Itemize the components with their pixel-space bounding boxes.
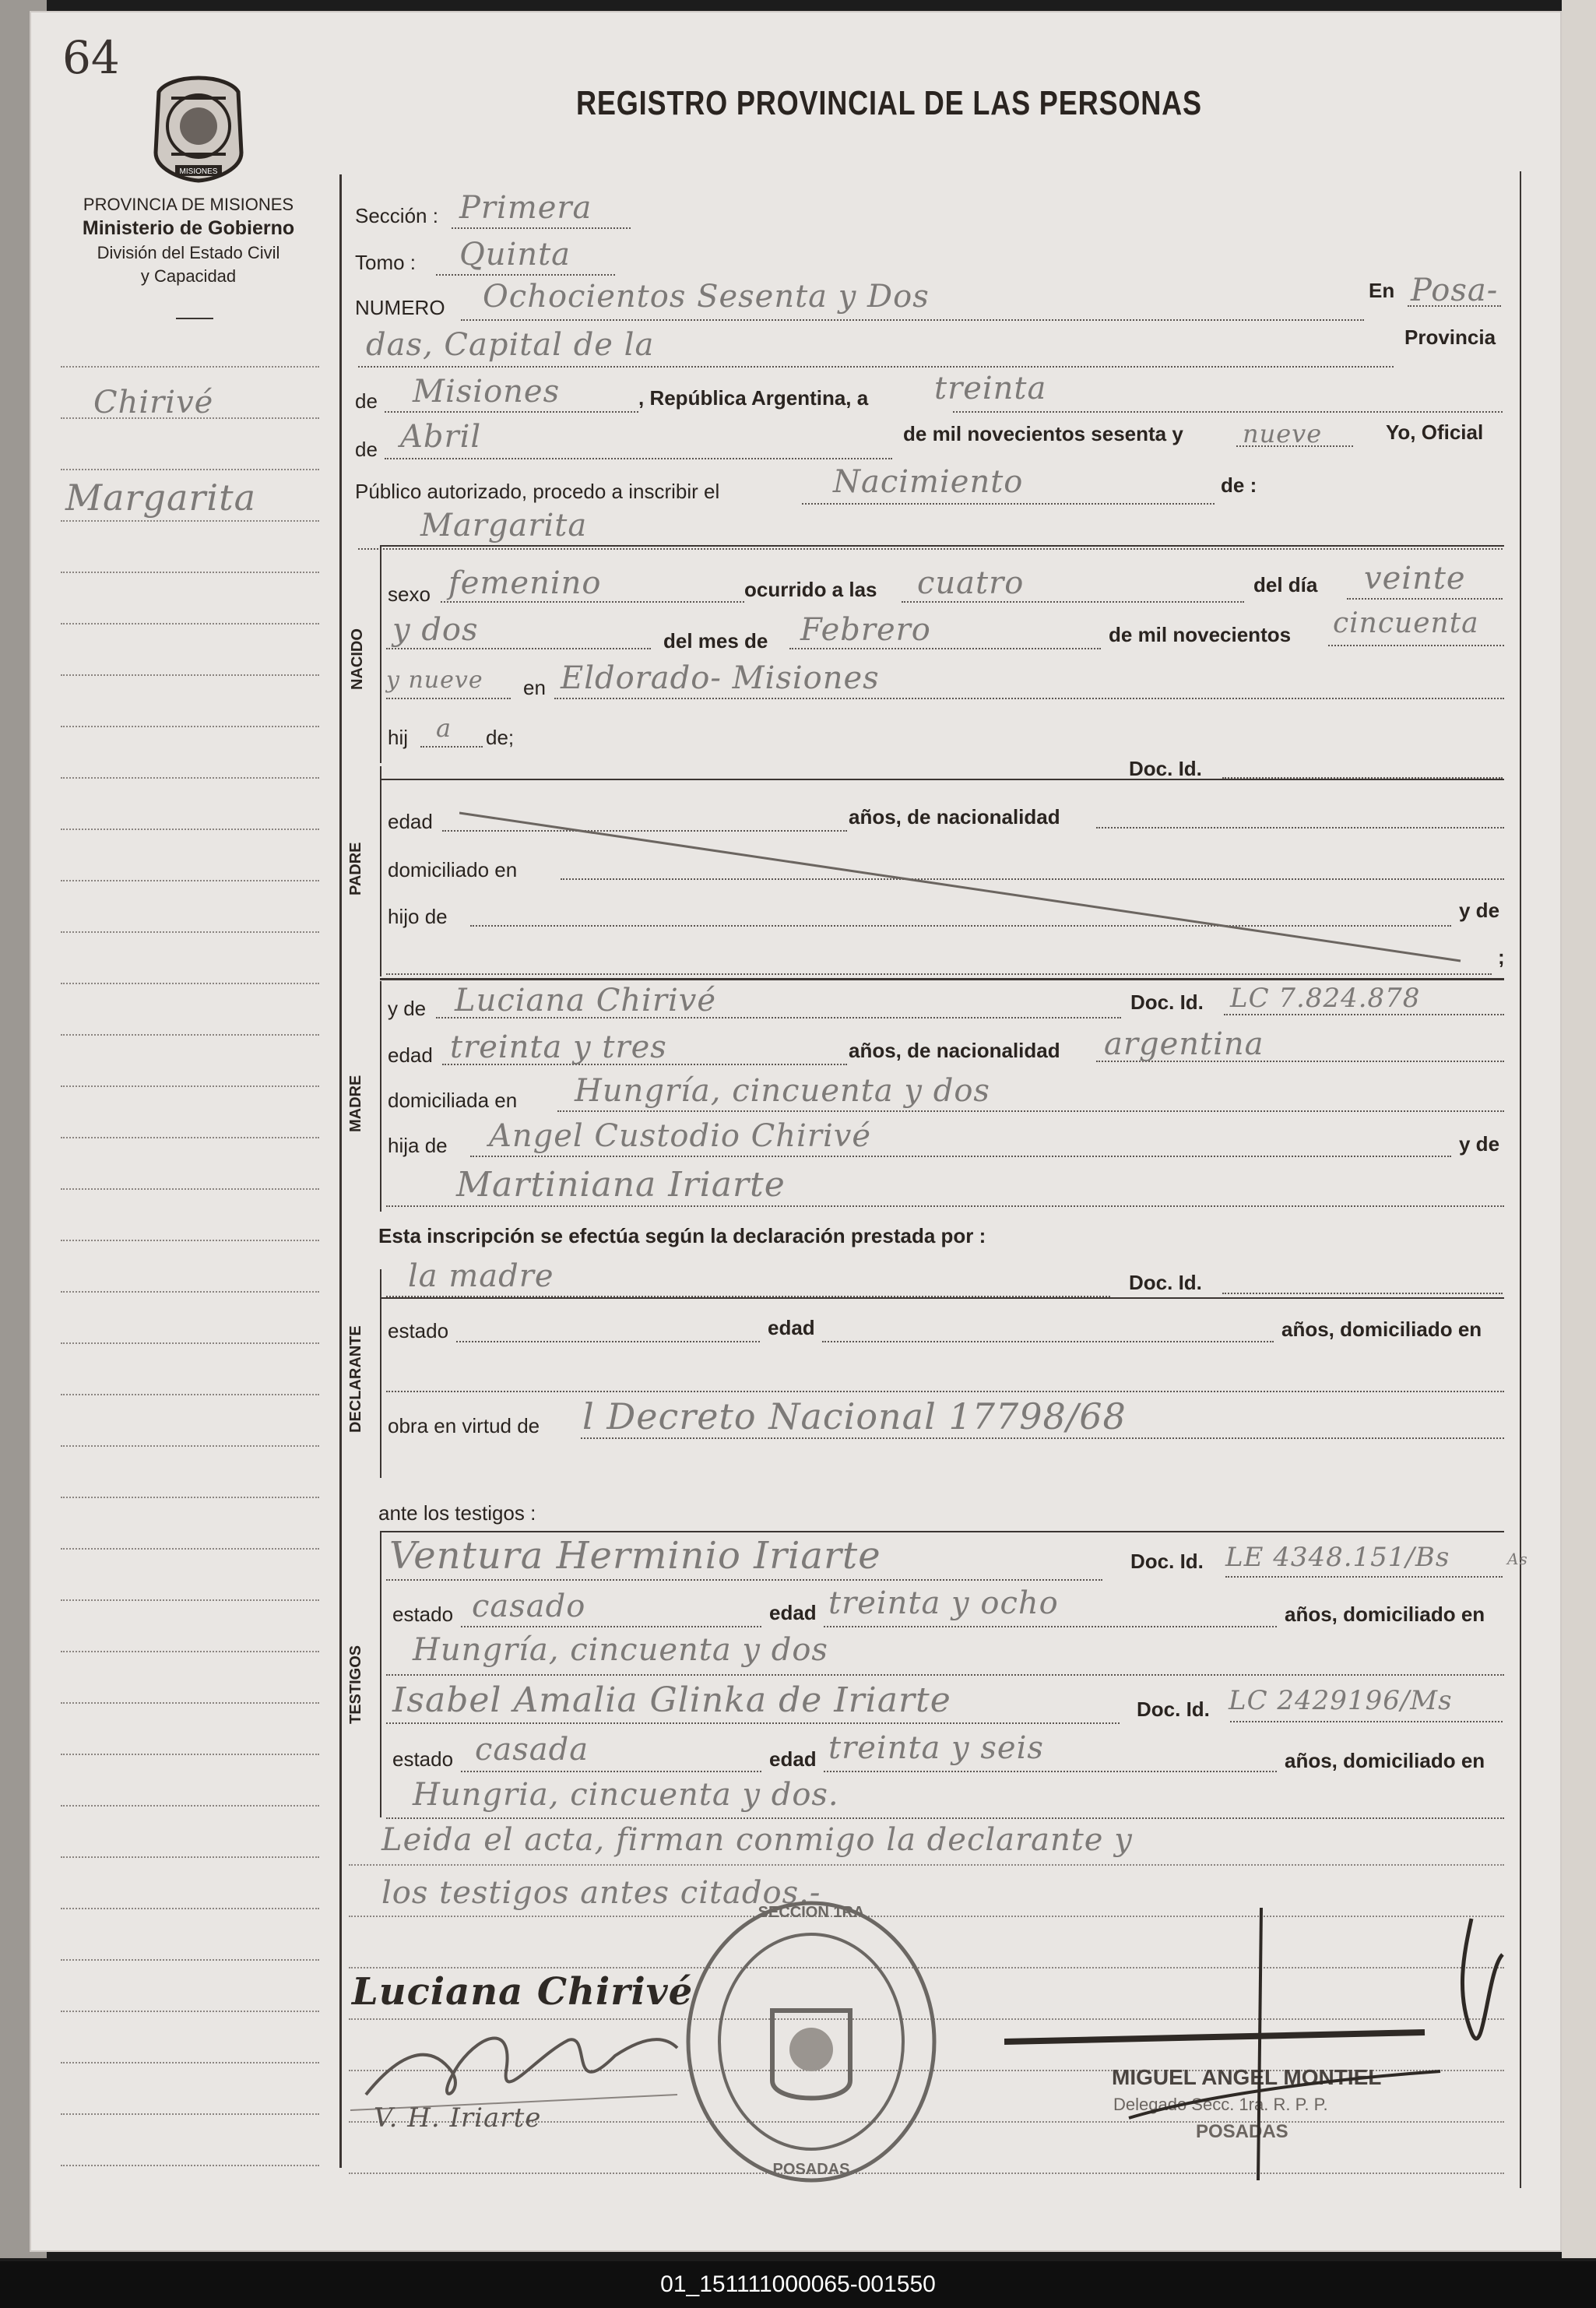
madre-yde2-label: y de xyxy=(1459,1132,1500,1156)
form-line xyxy=(61,880,319,881)
form-line xyxy=(61,1856,319,1858)
division-label-2: y Capacidad xyxy=(140,266,237,286)
divider xyxy=(176,318,213,319)
stamp-inner-text: POSADAS xyxy=(772,2161,850,2178)
form-line xyxy=(61,1651,319,1652)
form-line xyxy=(1224,1014,1504,1015)
tomo-value: Quinta xyxy=(459,237,571,273)
padre-label: PADRE xyxy=(347,842,364,895)
form-line xyxy=(380,1531,381,1817)
hij-label: hij xyxy=(388,726,409,749)
leida-line-2: los testigos antes citados.- xyxy=(381,1875,821,1911)
form-line xyxy=(61,520,319,522)
yo-oficial-label: Yo, Oficial xyxy=(1386,420,1484,444)
form-line xyxy=(61,1137,319,1138)
madre-doc-value: LC 7.824.878 xyxy=(1230,983,1421,1014)
padre-semicolon: ; xyxy=(1498,945,1505,969)
acto-value: Nacimiento xyxy=(833,464,1024,500)
nacido-label: NACIDO xyxy=(349,628,366,690)
testigo1-edad-value: treinta y ocho xyxy=(828,1585,1059,1621)
form-line xyxy=(456,1341,760,1342)
form-line xyxy=(386,698,511,699)
form-line xyxy=(61,931,319,933)
hij-suffix-value: a xyxy=(436,713,452,743)
leida-line-1: Leida el acta, firman conmigo la declarante y xyxy=(381,1822,1133,1858)
form-line xyxy=(452,227,631,229)
form-line xyxy=(61,1445,319,1447)
seccion-label: Sección : xyxy=(355,204,438,227)
testigo2-dom-value: Hungria, cincuenta y dos. xyxy=(413,1777,839,1813)
madre-label: MADRE xyxy=(347,1075,364,1132)
mes-value: Abril xyxy=(400,419,482,455)
form-line xyxy=(61,1291,319,1293)
testigo1-doc-label: Doc. Id. xyxy=(1130,1550,1204,1573)
testigo2-estado-label: estado xyxy=(392,1747,454,1771)
provincia-label: Provincia xyxy=(1404,325,1496,349)
hora-value: cuatro xyxy=(917,565,1025,601)
form-line xyxy=(380,766,381,976)
declarante-doc-label: Doc. Id. xyxy=(1129,1271,1202,1294)
stamp-center-text: SECCION 1RA xyxy=(758,1904,865,1921)
form-line xyxy=(461,1626,761,1627)
form-line xyxy=(1230,1721,1503,1722)
form-line xyxy=(386,1722,1120,1724)
form-line xyxy=(386,1674,1504,1676)
form-line xyxy=(380,1269,381,1478)
testigo2-estado-value: casada xyxy=(475,1732,589,1768)
testigo2-value: Isabel Amalia Glinka de Iriarte xyxy=(392,1680,951,1720)
form-line xyxy=(61,2011,319,2012)
ano-nac-value: cincuenta xyxy=(1333,607,1479,639)
en2-label: en xyxy=(523,676,546,699)
ante-label: ante los testigos : xyxy=(378,1501,536,1525)
signature-testigo2: V. H. Iriarte xyxy=(374,2102,542,2134)
seccion-value: Primera xyxy=(459,190,592,226)
form-line xyxy=(61,2062,319,2063)
form-line xyxy=(61,674,319,676)
form-line xyxy=(380,545,1504,547)
padre-nac-label: años, de nacionalidad xyxy=(849,805,1060,829)
form-line xyxy=(61,829,319,830)
form-line xyxy=(61,366,319,368)
form-line xyxy=(61,572,319,573)
form-line xyxy=(61,1599,319,1601)
form-line xyxy=(380,978,1504,980)
madre-dom-label: domiciliada en xyxy=(388,1089,518,1112)
form-line xyxy=(581,1437,1504,1439)
form-line xyxy=(461,1771,761,1772)
publico-label: Público autorizado, procedo a inscribir el xyxy=(355,480,720,503)
form-line xyxy=(380,1531,1504,1532)
seal-text: MISIONES xyxy=(179,167,218,176)
form-line xyxy=(386,1579,1102,1581)
page-edge-right xyxy=(1562,0,1596,2258)
madre-nombre-value: Luciana Chirivé xyxy=(455,983,717,1019)
form-line xyxy=(385,458,892,459)
form-line xyxy=(358,548,1503,550)
en-label: En xyxy=(1369,279,1395,302)
declarante-label: DECLARANTE xyxy=(347,1325,364,1433)
madre-edad-label: edad xyxy=(388,1043,433,1067)
form-line xyxy=(358,366,1394,368)
testigo1-estado-value: casado xyxy=(472,1589,586,1624)
lugar-value: Eldorado- Misiones xyxy=(561,660,880,696)
form-line xyxy=(953,411,1503,413)
padre-doc-label: Doc. Id. xyxy=(1129,757,1202,780)
form-line xyxy=(822,1341,1274,1342)
ano-nac-value-2: y nueve xyxy=(386,667,483,694)
testigo1-value: Ventura Herminio Iriarte xyxy=(389,1534,881,1578)
madre-madre-value: Martiniana Iriarte xyxy=(456,1165,786,1205)
form-line xyxy=(61,726,319,727)
testigo1-edad-label: edad xyxy=(769,1601,817,1624)
form-line xyxy=(386,648,651,649)
form-line xyxy=(380,779,1504,780)
testigo1-dom-value: Hungría, cincuenta y dos xyxy=(413,1632,828,1668)
strike-line-icon xyxy=(459,810,1464,966)
form-line xyxy=(386,973,1492,975)
testigo2-doc-label: Doc. Id. xyxy=(1137,1698,1210,1721)
form-line xyxy=(441,601,744,603)
margin-name: Margarita xyxy=(65,477,256,519)
testigo1-dom-label: años, domiciliado en xyxy=(1285,1603,1485,1626)
form-line xyxy=(61,1497,319,1498)
mes-nac-value: Febrero xyxy=(800,612,931,648)
de3-label: de; xyxy=(486,726,515,749)
form-line xyxy=(1520,171,1521,2188)
ano-value: nueve xyxy=(1243,419,1323,449)
province-seal-icon xyxy=(148,75,249,184)
form-line xyxy=(61,1959,319,1961)
form-line xyxy=(61,1754,319,1755)
sexo-value: femenino xyxy=(448,565,602,601)
testigo2-doc-value: LC 2429196/Ms xyxy=(1229,1685,1453,1716)
form-line xyxy=(380,1297,1504,1299)
nombre-value: Margarita xyxy=(420,508,588,544)
form-line xyxy=(557,1110,1504,1112)
dia-nac-value: veinte xyxy=(1364,561,1466,596)
decreto-value: l Decreto Nacional 17798/68 xyxy=(582,1395,1127,1437)
declarante-estado-label: estado xyxy=(388,1319,449,1342)
padre-hijo-label: hijo de xyxy=(388,905,448,928)
dia-value: treinta xyxy=(934,371,1047,406)
testigo1-estado-label: estado xyxy=(392,1603,454,1626)
form-line xyxy=(380,981,381,1212)
de-colon-label: de : xyxy=(1221,473,1257,497)
division-label: División del Estado Civil xyxy=(97,243,280,262)
form-line xyxy=(61,1394,319,1395)
form-line xyxy=(1225,1576,1503,1578)
en-value: Posa- xyxy=(1411,273,1499,308)
form-line xyxy=(61,1548,319,1550)
form-line xyxy=(61,2113,319,2115)
form-line xyxy=(789,648,1101,649)
inscripcion-label: Esta inscripción se efectúa según la declaración prestada por : xyxy=(378,1224,986,1247)
form-line xyxy=(386,1817,1504,1819)
form-line xyxy=(61,983,319,984)
dia-nac-value-2: y dos xyxy=(392,612,479,648)
signature-official-icon xyxy=(1004,1908,1518,2188)
padre-yde-label: y de xyxy=(1459,899,1500,922)
form-line xyxy=(824,1771,1277,1772)
form-line xyxy=(380,545,381,763)
form-line xyxy=(1222,777,1503,779)
form-line xyxy=(436,274,615,276)
official-name: MIGUEL ANGEL MONTIEL xyxy=(1112,2065,1382,2089)
madre-nac-value: argentina xyxy=(1104,1026,1264,1062)
signature-madre: Luciana Chirivé xyxy=(352,1970,694,2014)
padre-edad-label: edad xyxy=(388,810,433,833)
form-line xyxy=(461,319,1364,321)
madre-nac-label: años, de nacionalidad xyxy=(849,1039,1060,1062)
sesenta-label: de mil novecientos sesenta y xyxy=(903,422,1183,445)
testigo2-edad-label: edad xyxy=(769,1747,817,1771)
padre-dom-label: domiciliado en xyxy=(388,858,518,881)
numero-value: Ochocientos Sesenta y Dos xyxy=(483,279,930,315)
ministry-label: Ministerio de Gobierno xyxy=(82,217,295,239)
form-line xyxy=(386,1296,1110,1297)
form-line xyxy=(61,1188,319,1190)
form-line xyxy=(61,1342,319,1344)
form-line xyxy=(61,469,319,470)
declarante-dom-label: años, domiciliado en xyxy=(1281,1318,1482,1341)
madre-edad-value: treinta y tres xyxy=(450,1029,667,1065)
form-line xyxy=(902,601,1244,603)
madre-hija-label: hija de xyxy=(388,1134,448,1157)
tomo-label: Tomo : xyxy=(355,251,417,274)
declarante-edad-label: edad xyxy=(768,1316,815,1339)
testigo1-doc-value: LE 4348.151/Bs xyxy=(1225,1542,1450,1573)
official-role: Delegado Secc. 1ra. R. P. P. xyxy=(1113,2095,1328,2114)
form-line xyxy=(61,623,319,624)
obra-label: obra en virtud de xyxy=(388,1414,540,1437)
de-label: de xyxy=(355,389,378,413)
madre-padre-value: Angel Custodio Chirivé xyxy=(489,1118,872,1154)
form-line xyxy=(61,1908,319,1909)
form-line xyxy=(1347,598,1503,600)
form-line xyxy=(386,1391,1504,1392)
form-line xyxy=(385,411,638,413)
madre-dom-value: Hungría, cincuenta y dos xyxy=(575,1073,990,1109)
republica-label: , República Argentina, a xyxy=(638,386,869,410)
page-number: 64 xyxy=(62,31,120,84)
testigo2-dom-label: años, domiciliado en xyxy=(1285,1749,1485,1772)
form-line xyxy=(554,698,1504,699)
declarante-value: la madre xyxy=(408,1258,554,1294)
del-mes-label: del mes de xyxy=(663,629,768,653)
province-label: PROVINCIA DE MISIONES xyxy=(83,195,294,214)
mil-nov-label: de mil novecientos xyxy=(1109,623,1292,646)
provincia-value: Misiones xyxy=(413,374,561,410)
testigo2-edad-value: treinta y seis xyxy=(828,1730,1044,1766)
testigos-label: TESTIGOS xyxy=(347,1645,364,1724)
sexo-label: sexo xyxy=(388,582,431,606)
form-line xyxy=(61,1085,319,1087)
form-line xyxy=(61,2165,319,2166)
form-line xyxy=(61,1805,319,1807)
en-value-2: das, Capital de la xyxy=(366,327,655,363)
form-line xyxy=(420,746,483,748)
del-dia-label: del día xyxy=(1253,573,1318,596)
form-line xyxy=(349,1864,1504,1866)
form-line xyxy=(61,1702,319,1704)
margin-surname: Chirivé xyxy=(93,385,214,420)
form-line xyxy=(386,1205,1504,1207)
ocurrido-label: ocurrido a las xyxy=(744,578,877,601)
form-line xyxy=(339,174,342,2168)
page-title: REGISTRO PROVINCIAL DE LAS PERSONAS xyxy=(576,84,1202,122)
madre-doc-label: Doc. Id. xyxy=(1130,990,1204,1014)
official-city: POSADAS xyxy=(1196,2121,1288,2142)
form-line xyxy=(61,1240,319,1241)
testigo1-doc-extra: As xyxy=(1507,1550,1528,1568)
form-line xyxy=(1328,645,1504,646)
de2-label: de xyxy=(355,438,378,461)
madre-yde-label: y de xyxy=(388,997,427,1020)
registry-stamp-icon xyxy=(679,1894,944,2190)
form-line xyxy=(61,777,319,779)
numero-label: NUMERO xyxy=(355,296,445,319)
image-id-footer: 01_151111000065-001550 xyxy=(0,2261,1596,2308)
form-line xyxy=(61,1034,319,1036)
form-line xyxy=(802,503,1215,505)
form-line xyxy=(470,1156,1451,1157)
form-line xyxy=(824,1626,1277,1627)
form-line xyxy=(1222,1293,1503,1294)
